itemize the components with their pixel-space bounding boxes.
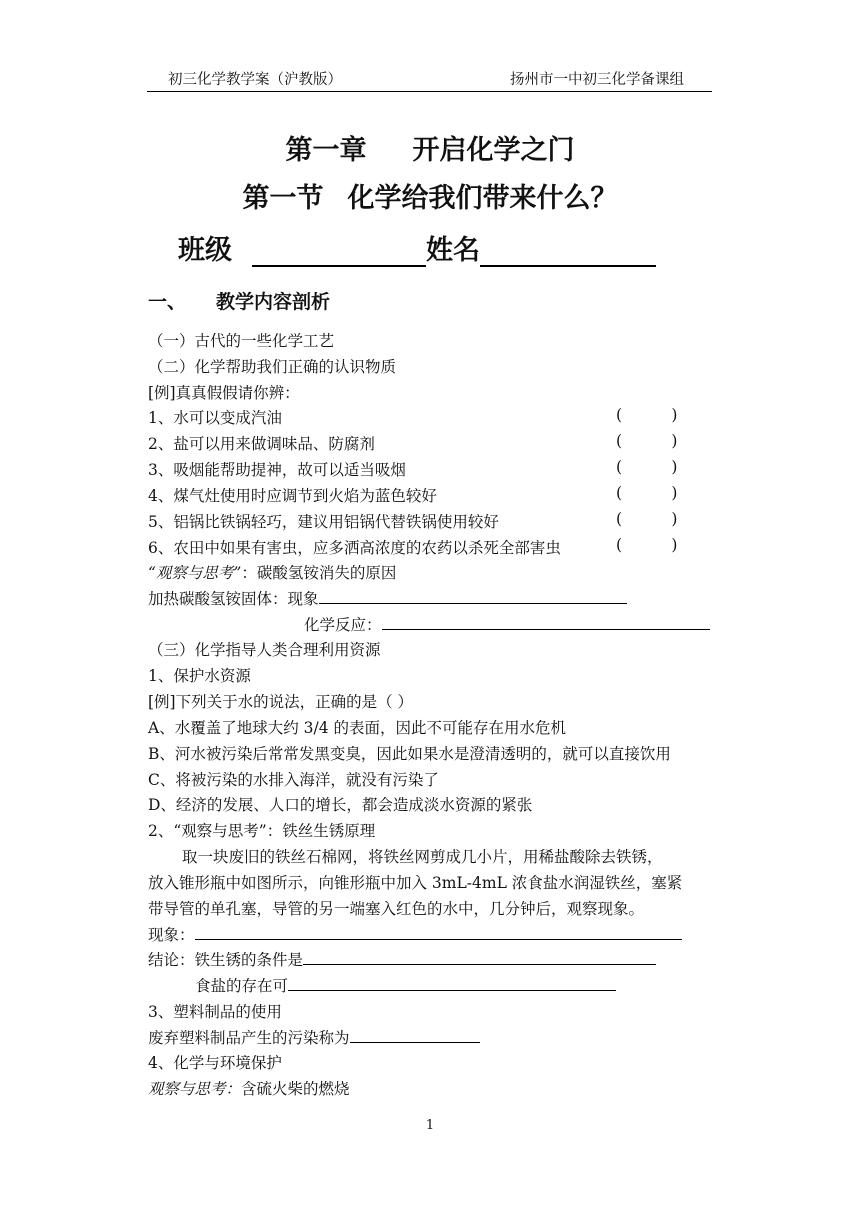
env-observe (148, 1077, 350, 1099)
rust-conclusion (148, 948, 656, 970)
option-d: D、经济的发展、人口的增长，都会造成淡水资源的紧张 (148, 796, 533, 814)
observe-label: “观察与思考” (148, 564, 242, 582)
chapter-name: 开启化学之门 (412, 135, 575, 166)
rust-title: 2、“观察与思考”：铁丝生锈原理 (148, 822, 376, 840)
section-label: 第一节 (242, 183, 324, 214)
option-b: B、河水被污染后常常发黑变臭，因此如果水是澄清透明的，就可以直接饮用 (148, 745, 671, 763)
example1-item: 2、盐可以用来做调味品、防腐剂 (148, 435, 375, 453)
chapter-label: 第一章 (285, 135, 367, 166)
rust-paragraph-line: 放入锥形瓶中如图所示，向锥形瓶中加入 3mL-4mL 浓食盐水润湿铁丝，塞紧 (148, 874, 683, 892)
class-name-fields (178, 228, 656, 267)
salt-effect (195, 974, 616, 996)
heading-number: 一、 (148, 291, 187, 313)
rust-phenomenon-blank[interactable] (195, 925, 682, 940)
sub-heading-3: （三）化学指导人类合理利用资源 (148, 641, 381, 659)
water-question: [例]下列关于水的说法，正确的是（ ） (148, 693, 414, 711)
answer-blank[interactable]: ( ) (616, 484, 678, 502)
rust-paragraph-line: 带导管的单孔塞，导管的另一端塞入红色的水中，几分钟后，观察现象。 (148, 900, 645, 918)
example1-item: 1、水可以变成汽油 (148, 409, 282, 427)
example1-item: 5、铝锅比铁锅轻巧，建议用铝锅代替铁锅使用较好 (148, 513, 499, 531)
heading-teaching-content (148, 287, 330, 314)
observe-text: ：碳酸氢铵消失的原因 (241, 564, 397, 582)
example1-item: 4、煤气灶使用时应调节到火焰为蓝色较好 (148, 487, 437, 505)
env-title: 4、化学与环境保护 (148, 1054, 282, 1072)
rust-phenomenon (148, 923, 682, 945)
conclusion-label: 结论：铁生锈的条件是 (148, 951, 304, 969)
header-rule (147, 91, 712, 92)
heating-phenomenon (148, 587, 627, 609)
plastic-pollution-blank[interactable] (350, 1028, 480, 1043)
header-left: 初三化学教学案（沪教版） (168, 72, 342, 88)
answer-blank[interactable]: ( ) (616, 536, 678, 554)
answer-blank[interactable]: ( ) (616, 432, 678, 450)
rust-condition-blank[interactable] (303, 950, 656, 965)
sub-heading-1: （一）古代的一些化学工艺 (148, 332, 335, 350)
phenomenon-label: 现象： (148, 926, 195, 944)
sub-heading-2: （二）化学帮助我们正确的认识物质 (148, 358, 397, 376)
phenomenon-blank[interactable] (319, 589, 627, 604)
option-c: C、将被污染的水排入海洋，就没有污染了 (148, 771, 439, 789)
page-number: 1 (425, 1118, 435, 1133)
salt-label: 食盐的存在可 (195, 977, 289, 995)
plastic-label: 废弃塑料制品产生的污染称为 (148, 1029, 350, 1047)
example1-title: [例]真真假假请你辨： (148, 384, 300, 402)
rust-paragraph-line: 取一块废旧的铁丝石棉网，将铁丝网剪成几小片，用稀盐酸除去铁锈， (182, 848, 663, 866)
observe-ammonium-bicarbonate (148, 561, 396, 583)
reaction-label: 化学反应： (304, 616, 382, 634)
name-label: 姓名 (426, 235, 480, 266)
answer-blank[interactable]: ( ) (616, 458, 678, 476)
answer-blank[interactable]: ( ) (616, 406, 678, 424)
option-a: A、水覆盖了地球大约 3/4 的表面，因此不可能存在用水危机 (148, 719, 566, 737)
chapter-title (0, 128, 860, 167)
chemical-reaction (304, 613, 710, 635)
env-observe-text: 含硫火柴的燃烧 (241, 1080, 350, 1098)
env-observe-label: 观察与思考： (148, 1080, 242, 1098)
example1-item: 6、农田中如果有害虫，应多洒高浓度的农药以杀死全部害虫 (148, 539, 561, 557)
name-field[interactable] (480, 235, 656, 267)
header-right: 扬州市一中初三化学备课组 (510, 72, 684, 88)
answer-blank[interactable]: ( ) (616, 510, 678, 528)
section-title (0, 176, 860, 215)
class-field[interactable] (252, 235, 426, 267)
section-name: 化学给我们带来什么？ (347, 183, 618, 214)
plastic-title: 3、塑料制品的使用 (148, 1003, 282, 1021)
salt-effect-blank[interactable] (288, 976, 616, 991)
reaction-blank[interactable] (382, 615, 710, 630)
plastic-pollution (148, 1026, 480, 1048)
heading-text: 教学内容剖析 (216, 291, 331, 313)
class-label: 班级 (178, 235, 232, 266)
water-title: 1、保护水资源 (148, 667, 251, 685)
heating-label: 加热碳酸氢铵固体：现象 (148, 590, 319, 608)
example1-item: 3、吸烟能帮助提神，故可以适当吸烟 (148, 461, 406, 479)
